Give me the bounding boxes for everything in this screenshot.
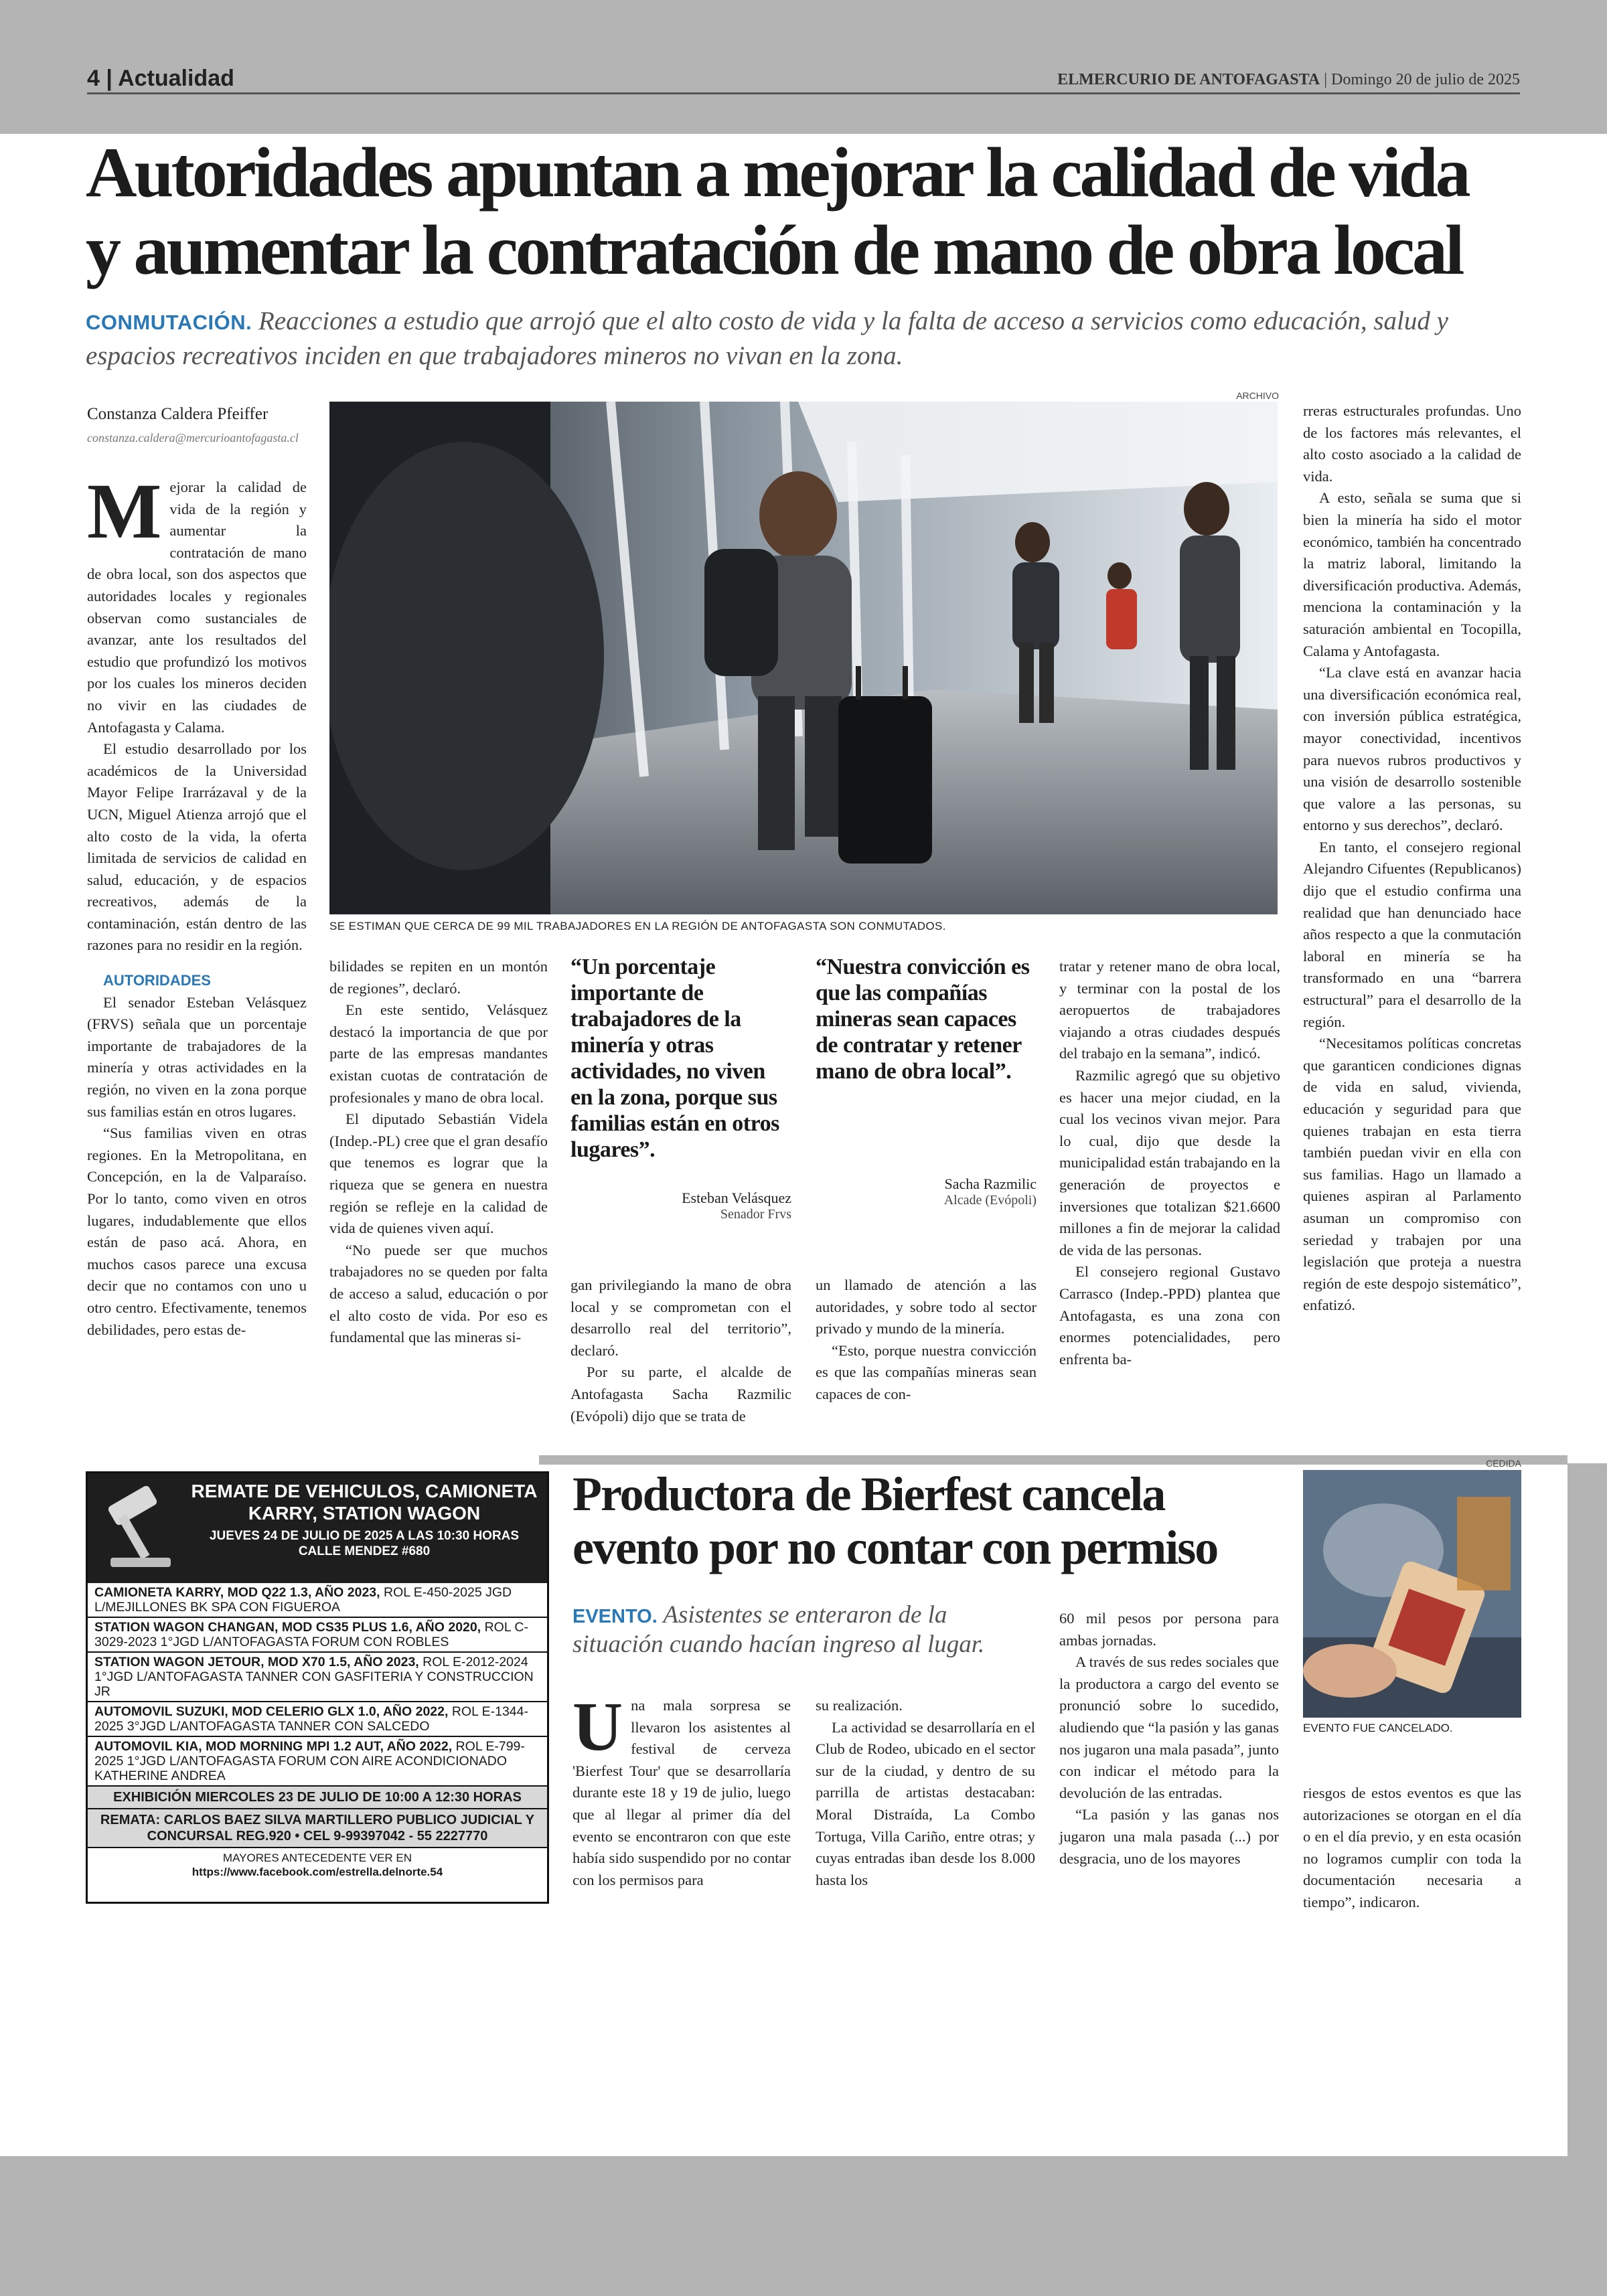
bierfest-column-3 [1059,1608,1279,1870]
dropcap: M [87,467,162,555]
bierfest-photo-caption: EVENTO FUE CANCELADO. [1303,1722,1453,1734]
beer-glass-illustration [1303,1470,1521,1718]
paragraph: rreras estructurales profundas. Uno de los factores más relevantes, el alto costo asociado a la calidad de vida. [1303,402,1521,485]
paragraph: El diputado Sebastián Videla (Indep.-PL) cree que el gran desafío que tenemos es lograr que la riqueza que se genera en nuestra región se refleje en la calidad de vida de quienes viven aquí. [329,1111,548,1237]
headline-line-1: Autoridades apuntan a mejorar la calidad de vida [86,133,1468,212]
deck-text: Asistentes se enteraron de la situación cuando hacían ingreso al lugar. [572,1601,985,1658]
paragraph [572,1688,791,1891]
quote-text: “Un porcentaje importante de trabajadores de la minería y otras actividades, no viven en la zona, porque sus familias están en otros lugares”. [570,955,779,1162]
newspaper-date: ELMERCURIO DE ANTOFAGASTA | Domingo 20 de julio de 2025 [1057,71,1520,88]
paragraph: “La pasión y las ganas nos jugaron una mala pasada (...) por desgracia, uno de los mayores [1059,1806,1279,1867]
article-deck [86,305,1492,373]
paragraph: En tanto, el consejero regional Alejandro Cifuentes (Republicanos) dijo que el estudio confirma una realidad que han denunciado hace años respecto a que la conmutación laboral en minería se ha transformado en una “barrera estructural” para el desarrollo de la región. [1303,838,1521,1030]
gavel-icon [97,1485,184,1572]
ad-more-info [88,1848,547,1882]
ad-title: REMATE DE VEHICULOS, CAMIONETA KARRY, STATION WAGON [191,1481,538,1524]
page-number: 4 [87,66,100,91]
quote-author: Sacha Razmilic [944,1175,1037,1192]
ad-address: CALLE MENDEZ #680 [298,1544,431,1558]
paragraph-text: na mala sorpresa se llevaron los asistentes al festival de cerveza 'Bierfest Tour' que se desarrollaría durante este 18 y 19 de julio, luego que al llegar al primer día del evento se encontraron con que este había sido suspendido por no contar con los permisos para [572,1697,791,1888]
article-column-4 [816,1275,1037,1406]
paragraph: En este sentido, Velásquez destacó la importancia de que por parte de las empresas mandantes existan cuotas de contratación de profesionales y mano de obra local. [329,1001,548,1106]
paragraph [87,467,307,738]
pull-quote-razmilic [816,954,1037,1208]
paragraph: “Sus familias viven en otras regiones. En la Metropolitana, en Concepción, en la de Valparaíso. Por lo tanto, como viven en otros lugares, indudablemente que ellos están de paso acá. Ahora, en muchos casos parece una excusa decir que no contamos con uno u otro centro. Efectivamente, tenemos debilidades, pero estas de- [87,1125,307,1338]
pull-quote-velasquez [570,954,791,1222]
paragraph: 60 mil pesos por persona para ambas jornadas. [1059,1610,1279,1649]
ad-header [88,1473,547,1583]
quote-author-role: Alcade (Evópoli) [943,1193,1037,1208]
section-label: 4 | Actualidad [87,66,234,91]
deck-text: Reacciones a estudio que arrojó que el alto costo de vida y la falta de acceso a servicios como educación, salud y espacios recreativos inciden en que trabajadores mineros no vivan en la zona. [86,307,1448,370]
newspaper-name: ELMERCURIO DE ANTOFAGASTA [1057,71,1320,88]
commuters-illustration [329,402,1278,914]
article-column-1 [87,467,307,1341]
article-column-3 [570,1275,791,1427]
author-email[interactable]: constanza.caldera@mercurioantofagasta.cl [87,431,299,444]
bierfest-column-1 [572,1688,791,1891]
paragraph: su realización. [816,1697,903,1714]
ad-date-block [188,1528,540,1559]
article-column-2 [329,956,548,1349]
page-header [87,62,1520,94]
bierfest-photo [1303,1470,1521,1718]
paragraph: El senador Esteban Velásquez (FRVS) señala que un porcentaje importante de trabajadores de la minería y otras actividades en la región, no viven en la zona porque sus familias están en otros lugares. [87,993,307,1120]
article-column-6 [1303,400,1521,1317]
auction-ad [86,1471,549,1904]
paragraph: bilidades se repiten en un montón de regiones”, declaró. [329,958,548,997]
ad-item: CAMIONETA KARRY, MOD Q22 1.3, AÑO 2023, ROL E-450-2025 JGD L/MEJILLONES BK SPA CON FIGUEROA [88,1583,547,1618]
paragraph: gan privilegiando la mano de obra local y se comprometan con el desarrollo real del territorio”, declaró. [570,1277,791,1359]
photo-credit: ARCHIVO [1236,390,1279,401]
paragraph: “Esto, porque nuestra convicción es que las compañías mineras sean capaces de con- [816,1341,1037,1402]
author-byline: Constanza Caldera Pfeiffer [87,405,269,423]
paragraph: un llamado de atención a las autoridades, y sobre todo al sector privado y mundo de la minería. [816,1277,1037,1337]
article-headline [86,134,1545,289]
ad-url[interactable]: https://www.facebook.com/estrella.delnorte.54 [192,1866,443,1878]
ad-item: STATION WAGON CHANGAN, MOD CS35 PLUS 1.6, AÑO 2020, ROL C-3029-2023 1°JGD L/ANTOFAGASTA FORUM CON ROBLES [88,1618,547,1653]
issue-date: Domingo 20 de julio de 2025 [1331,71,1520,88]
paragraph: A través de sus redes sociales que la productora a cargo del evento se pronunció sobre lo sucedido, aludiendo que “la pasión y las ganas nos jugaron una mala pasada”, junto con indicar el método para la devolución de las entradas. [1059,1653,1279,1801]
paragraph: “La clave está en avanzar hacia una diversificación económica real, con inversión pública estratégica, mayor conectividad, incentivos para nuevos rubros productivos y una visión de desarrollo sostenible que valore a las personas, su entorno y sus derechos”, declaró. [1303,664,1521,834]
paragraph: “Necesitamos políticas concretas que garanticen condiciones dignas de vida en salud, vivienda, educación y seguridad para que quienes trabajan en esta tierra también puedan vivir en ella con sus familias. Hago un llamado a quienes aspiran al Parlamento asuman un compromiso con seriedad y trabajen por una legislación que proteja a nuestra región de este despojo sistemático”, enfatizó. [1303,1035,1521,1314]
dropcap: U [572,1688,623,1765]
paragraph: A esto, señala se suma que si bien la minería ha sido el motor económico, también ha concentrado la matriz laboral, limitando la diversificación productiva. Además, menciona la contaminación y la saturación ambiental en Tocopilla, Calama y Antofagasta. [1303,489,1521,659]
divider-strip [539,1455,1567,1465]
bierfest-photo-credit: CEDIDA [1486,1458,1521,1469]
deck-kicker: EVENTO. [572,1606,658,1627]
headline-line-2: y aumentar la contratación de mano de obra local [86,211,1462,289]
ad-body [88,1583,547,1882]
bierfest-headline [572,1467,1302,1574]
photo-caption: SE ESTIMAN QUE CERCA DE 99 MIL TRABAJADORES EN LA REGIÓN DE ANTOFAGASTA SON CONMUTADOS. [329,920,946,932]
paragraph: Razmilic agregó que su objetivo es hacer una mejor ciudad, en la cual los vecinos vivan mejor. Para lo cual, dijo que desde la municipalidad están trabajando en la generación de proyectos e inversiones que totalizan $21.6600 millones a fin de mejorar la calidad de vida de las personas. [1059,1066,1280,1258]
article-column-5 [1059,956,1280,1370]
deck-kicker: CONMUTACIÓN. [86,311,252,334]
headline-line-2: evento por no contar con permiso [572,1521,1218,1574]
headline-line-1: Productora de Bierfest cancela [572,1467,1165,1521]
paragraph: El consejero regional Gustavo Carrasco (Indep.-PPD) plantea que Antofagasta, es una zona con enormes potencialidades, pero enfrenta ba- [1059,1263,1280,1368]
ad-item: AUTOMOVIL SUZUKI, MOD CELERIO GLX 1.0, AÑO 2022, ROL E-1344-2025 3°JGD L/ANTOFAGASTA TANNER CON SALCEDO [88,1702,547,1737]
paragraph: “No puede ser que muchos trabajadores no se queden por falta de acceso a salud, educación o por el alto costo de vida. Por eso es fundamental que las mineras si- [329,1241,548,1346]
quote-author: Esteban Velásquez [682,1190,791,1206]
bierfest-column-2 [816,1695,1035,1891]
bierfest-column-4 [1303,1783,1521,1914]
commuters-photo [329,402,1278,914]
bierfest-deck [572,1601,1041,1659]
ad-auctioneer: REMATA: CARLOS BAEZ SILVA MARTILLERO PUBLICO JUDICIAL Y CONCURSAL REG.920 • CEL 9-99397042 - 55 2227770 [88,1809,547,1848]
paragraph: Por su parte, el alcalde de Antofagasta Sacha Razmilic (Evópoli) dijo que se trata de [570,1364,791,1424]
quote-author-role: Senador Frvs [720,1207,791,1222]
paragraph: El estudio desarrollado por los académicos de la Universidad Mayor Felipe Irarrázaval y de la UCN, Miguel Atienza arrojó que el alto costo de la vida, la oferta limitada de servicios de calidad en salud, educación, y de espacios recreativos, además de la contaminación, están dentro de las razones para no residir en la región. [87,740,307,954]
ad-exhibition: EXHIBICIÓN MIERCOLES 23 DE JULIO DE 10:00 A 12:30 HORAS [88,1787,547,1809]
ad-item: AUTOMOVIL KIA, MOD MORNING MPI 1.2 AUT, AÑO 2022, ROL E-799-2025 1°JGD L/ANTOFAGASTA FORUM CON AIRE ACONDICIONADO KATHERINE ANDREA [88,1737,547,1787]
quote-text: “Nuestra convicción es que las compañías mineras sean capaces de contratar y retener mano de obra local”. [816,955,1030,1084]
section-name: Actualidad [118,66,234,91]
ad-more-info-label: MAYORES ANTECEDENTE VER EN [222,1852,412,1864]
paragraph: tratar y retener mano de obra local, y terminar con la postal de los aeropuertos de trabajadores viajando a otras ciudades después del trabajo en la semana”, indicó. [1059,958,1280,1062]
subhead-autoridades: AUTORIDADES [103,972,211,989]
ad-item: STATION WAGON JETOUR, MOD X70 1.5, AÑO 2023, ROL E-2012-2024 1°JGD L/ANTOFAGASTA TANNER CON GASFITERIA Y CONSTRUCCION JR [88,1653,547,1702]
paragraph-text: ejorar la calidad de vida de la región y aumentar la contratación de mano de obra local, son dos aspectos que autoridades locales y regionales observan como sustanciales de avanzar, ante los resultados del estudio que profundizó los motivos por los cuales los mineros deciden no vivir en las ciudades de Antofagasta y Calama. [87,479,307,736]
ad-date: JUEVES 24 DE JULIO DE 2025 A LAS 10:30 HORAS [209,1529,520,1543]
paragraph: La actividad se desarrollaría en el Club de Rodeo, ubicado en el sector sur de la ciudad, y dentro de su parrilla de artistas destacaban: Moral Distraída, La Combo Tortuga, Villa Cariño, entre otras; y cuyas entradas iban desde los 8.000 hasta los [816,1718,1035,1888]
paragraph: riesgos de estos eventos es que las autorizaciones se otorgan en el día o en el día previo, y en esta ocasión no logramos cumplir con toda la documentación necesaria a tiempo”, indicaron. [1303,1785,1521,1910]
